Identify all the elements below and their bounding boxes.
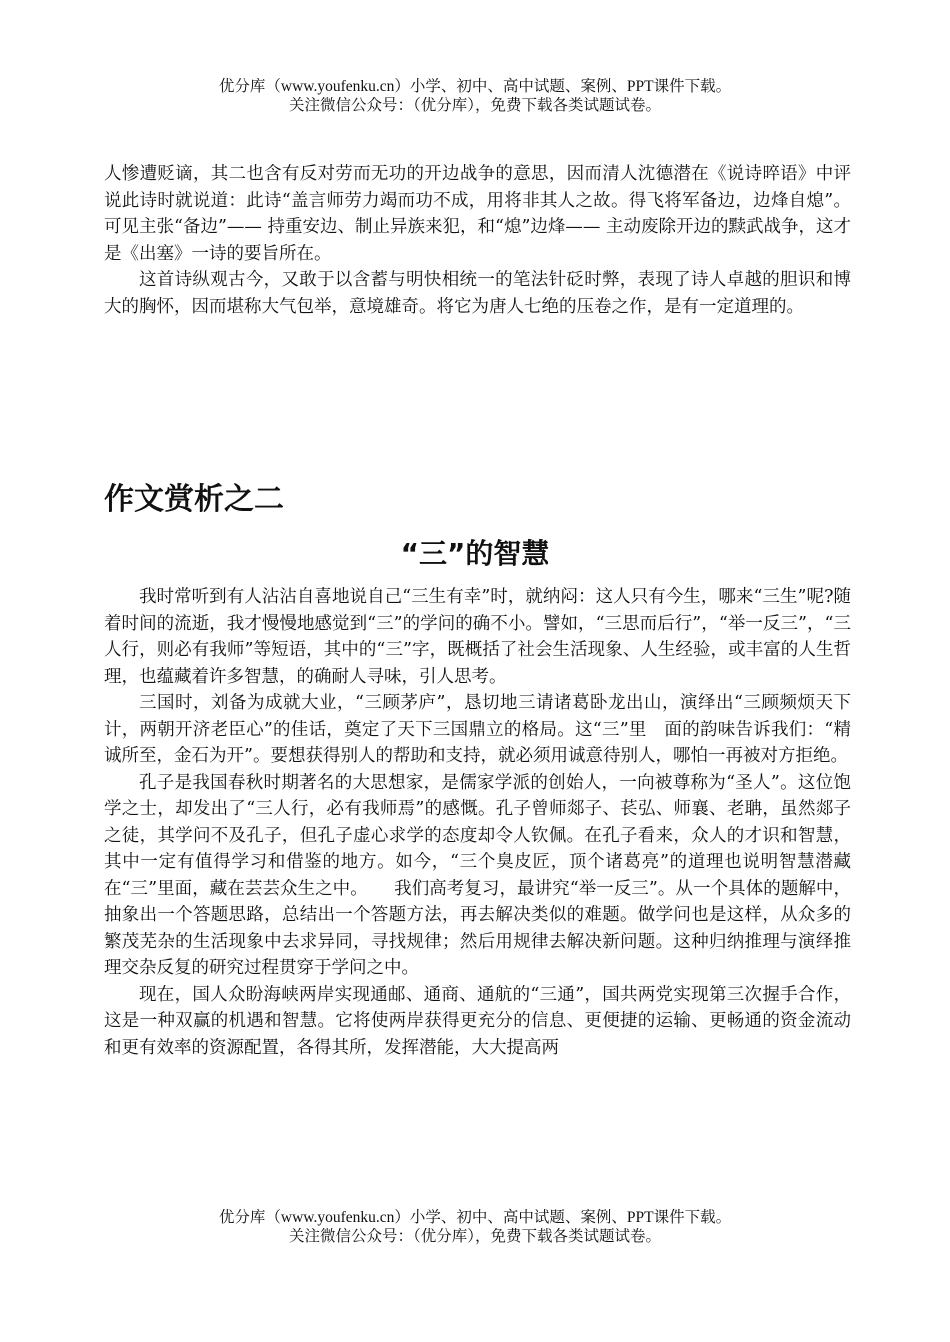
essay-paragraph: 三国时，刘备为成就大业，“三顾茅庐”，恳切地三请诸葛卧龙出山，演绎出“三顾频烦天下计，两朝开济老臣心”的佳话，奠定了天下三国鼎立的格局。这“三”里 面的韵味告诉我们：“精诚所至，金石为开”。要想获得别人的帮助和支持，就必须用诚意待别人，哪怕一再被对方拒绝。 xyxy=(104,693,851,766)
page-footer-banner xyxy=(0,1208,950,1246)
essay-paragraph: 我时常听到有人沾沾自喜地说自己“三生有幸”时，就纳闷：这人只有今生，哪来“三生”呢?随着时间的流逝，我才慢慢地感觉到“三”的学问的确不小。譬如，“三思而后行”，“举一反三”，“三人行，则必有我师”等短语，其中的“三”字，既概括了社会生活现象、人生经验，或丰富的人生哲理，也蕴藏着许多智慧，的确耐人寻味，引人思考。 xyxy=(104,587,851,687)
continued-text-section xyxy=(104,161,851,320)
continued-paragraph: 人惨遭贬谪，其二也含有反对劳而无功的开边战争的意思，因而清人沈德潜在《说诗晬语》中评说此诗时就说道：此诗“盖言师劳力竭而功不成，用将非其人之故。得飞将军备边，边烽自熄”。可见主张“备边”—— 持重安边、制止异族来犯，和“熄”边烽—— 主动废除开边的黩武战争，这才是《出塞》一诗的要旨所在。 xyxy=(104,164,851,264)
header-banner-line-1: 优分库（www.youfenku.cn）小学、初中、高中试题、案例、PPT课件下载。 xyxy=(218,78,732,95)
section-heading: 作文赏析之二 xyxy=(104,482,284,517)
essay-body xyxy=(104,584,851,1061)
footer-banner-line-2: 关注微信公众号：（优分库），免费下载各类试题试卷。 xyxy=(288,1228,661,1245)
header-banner-line-2: 关注微信公众号：（优分库），免费下载各类试题试卷。 xyxy=(288,97,661,114)
page-header-banner xyxy=(0,77,950,115)
essay-title: “三”的智慧 xyxy=(400,537,550,570)
essay-paragraph: 现在，国人众盼海峡两岸实现通邮、通商、通航的“三通”，国共两党实现第三次握手合作，这是一种双赢的机遇和智慧。它将使两岸获得更充分的信息、更便捷的运输、更畅通的资金流动和更有效率的资源配置，各得其所，发挥潜能，大大提高两 xyxy=(104,984,851,1058)
footer-banner-line-1: 优分库（www.youfenku.cn）小学、初中、高中试题、案例、PPT课件下载。 xyxy=(218,1209,732,1226)
body-paragraph: 这首诗纵观古今，又敢于以含蓄与明快相统一的笔法针砭时弊，表现了诗人卓越的胆识和博大的胸怀，因而堪称大气包举，意境雄奇。将它为唐人七绝的压卷之作，是有一定道理的。 xyxy=(104,270,851,317)
essay-paragraph: 孔子是我国春秋时期著名的大思想家，是儒家学派的创始人，一向被尊称为“圣人”。这位饱学之士，却发出了“三人行，必有我师焉”的感慨。孔子曾师郯子、苌弘、师襄、老聃，虽然郯子之徒，其学问不及孔子，但孔子虚心求学的态度却令人钦佩。在孔子看来，众人的才识和智慧，其中一定有值得学习和借鉴的地方。如今，“三个臭皮匠，顶个诸葛亮”的道理也说明智慧潜藏在“三”里面，藏在芸芸众生之中。 我们高考复习，最讲究“举一反三”。从一个具体的题解中，抽象出一个答题思路，总结出一个答题方法，再去解决类似的难题。做学问也是这样，从众多的繁茂芜杂的生活现象中去求异同，寻找规律；然后用规律去解决新问题。这种归纳推理与演绎推理交杂反复的研究过程贯穿于学问之中。 xyxy=(104,772,851,978)
